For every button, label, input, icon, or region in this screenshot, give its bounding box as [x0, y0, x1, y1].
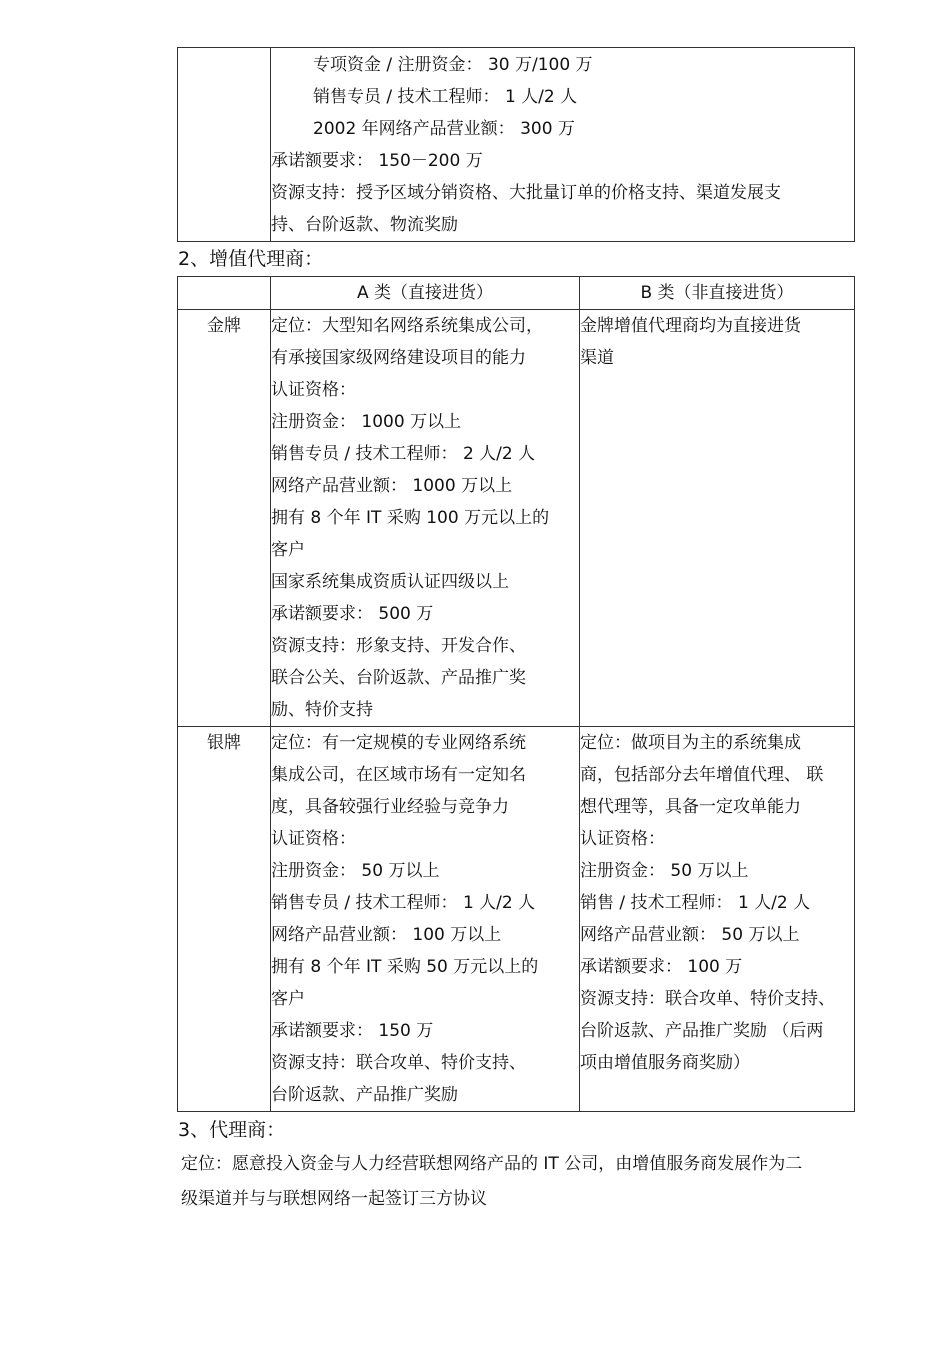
text-line: 专项资金 / 注册资金： 30 万/100 万 — [313, 55, 593, 75]
text-line: 资源支持：联合攻单、特价支持、 — [271, 1053, 526, 1073]
text-line: 客户 — [271, 989, 305, 1009]
text-line: 国家系统集成资质认证四级以上 — [271, 572, 509, 592]
text-line: 认证资格： — [271, 380, 356, 400]
section-heading: 3、代理商： — [178, 1119, 286, 1141]
row-label: 银牌 — [207, 733, 241, 753]
text-line: 拥有 8 个年 IT 采购 50 万元以上的 — [271, 957, 539, 977]
text-line: 承诺额要求： 500 万 — [271, 604, 434, 624]
header-empty-cell — [178, 277, 271, 310]
text-line: 集成公司，在区域市场有一定知名 — [271, 765, 526, 785]
cell-a — [271, 310, 580, 727]
text-line: 资源支持：形象支持、开发合作、 — [271, 636, 526, 656]
text-line: 网络产品营业额： 50 万以上 — [580, 925, 800, 945]
table-row-silver — [178, 727, 855, 1112]
cell-b — [580, 727, 855, 1112]
text-line: 金牌增值代理商均为直接进货 — [580, 316, 801, 336]
text-line: 销售专员 / 技术工程师： 1 人/2 人 — [313, 87, 578, 107]
text-line: 资源支持：授予区域分销资格、大批量订单的价格支持、渠道发展支 — [271, 183, 781, 203]
text-line: 台阶返款、产品推广奖励 — [271, 1085, 458, 1105]
value-added-agent-table — [177, 276, 855, 1112]
text-line: 有承接国家级网络建设项目的能力 — [271, 348, 526, 368]
text-line: 台阶返款、产品推广奖励 （后两 — [580, 1021, 824, 1041]
cell-a — [271, 727, 580, 1112]
text-line: 承诺额要求： 100 万 — [580, 957, 743, 977]
table-row — [178, 48, 855, 242]
text-line: 注册资金： 1000 万以上 — [271, 412, 462, 432]
text-line: 项由增值服务商奖励） — [580, 1053, 750, 1073]
text-line: 定位：做项目为主的系统集成 — [580, 733, 801, 753]
text-line: 联合公关、台阶返款、产品推广奖 — [271, 668, 526, 688]
text-line: 励、特价支持 — [271, 700, 373, 720]
row-label: 金牌 — [207, 316, 241, 336]
paragraph-line: 级渠道并与与联想网络一起签订三方协议 — [181, 1189, 487, 1209]
text-line: 网络产品营业额： 1000 万以上 — [271, 476, 513, 496]
text-line: 定位：有一定规模的专业网络系统 — [271, 733, 526, 753]
text-line: 销售专员 / 技术工程师： 2 人/2 人 — [271, 444, 536, 464]
text-line: 度，具备较强行业经验与竞争力 — [271, 797, 509, 817]
column-header-b: B 类（非直接进货） — [580, 277, 855, 310]
text-line: 拥有 8 个年 IT 采购 100 万元以上的 — [271, 508, 550, 528]
text-line: 2002 年网络产品营业额： 300 万 — [313, 119, 575, 139]
table-row-gold — [178, 310, 855, 727]
text-line: 销售专员 / 技术工程师： 1 人/2 人 — [271, 893, 536, 913]
text-line: 商，包括部分去年增值代理、 联 — [580, 765, 824, 785]
table-header-row — [178, 277, 855, 310]
row-label-cell — [178, 727, 271, 1112]
content-cell — [271, 48, 855, 242]
text-line: 认证资格： — [271, 829, 356, 849]
text-line: 渠道 — [580, 348, 614, 368]
section-heading: 2、增值代理商： — [178, 248, 324, 270]
empty-label-cell — [178, 48, 271, 242]
text-line: 注册资金： 50 万以上 — [580, 861, 749, 881]
text-line: 资源支持：联合攻单、特价支持、 — [580, 989, 835, 1009]
paragraph-line: 定位：愿意投入资金与人力经营联想网络产品的 IT 公司，由增值服务商发展作为二 — [181, 1154, 803, 1174]
text-line: 认证资格： — [580, 829, 665, 849]
row-label-cell — [178, 310, 271, 727]
cell-b — [580, 310, 855, 727]
text-line: 持、台阶返款、物流奖励 — [271, 215, 458, 235]
text-line: 注册资金： 50 万以上 — [271, 861, 440, 881]
text-line: 定位：大型知名网络系统集成公司， — [271, 316, 543, 336]
text-line: 承诺额要求： 150 万 — [271, 1021, 434, 1041]
column-header-a: A 类（直接进货） — [271, 277, 580, 310]
text-line: 客户 — [271, 540, 305, 560]
text-line: 销售 / 技术工程师： 1 人/2 人 — [580, 893, 811, 913]
text-line: 想代理等，具备一定攻单能力 — [580, 797, 801, 817]
table-continuation — [177, 47, 855, 242]
text-line: 承诺额要求： 150－200 万 — [271, 151, 483, 171]
text-line: 网络产品营业额： 100 万以上 — [271, 925, 502, 945]
